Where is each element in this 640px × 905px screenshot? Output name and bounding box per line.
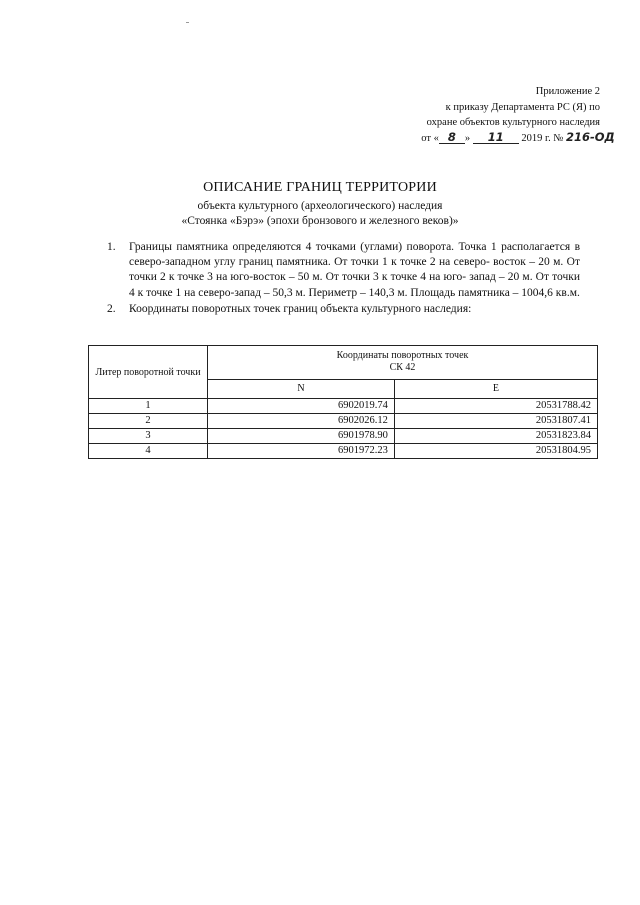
list-item-coordinates bbox=[107, 302, 580, 317]
n-cell: 6902019.74 bbox=[208, 399, 395, 414]
header-n: N bbox=[208, 379, 395, 398]
coordinates-table bbox=[88, 345, 598, 459]
handwritten-order-number: 216-ОД bbox=[566, 129, 615, 144]
list-number: 1. bbox=[107, 241, 116, 253]
document-subtitle-2: «Стоянка «Бэрэ» (эпохи бронзового и железного веков)» bbox=[181, 215, 459, 227]
table-row bbox=[89, 414, 598, 429]
list-text: Границы памятника определяются 4 точками (углами) поворота. Точка 1 располагается в северо-западном углу границ памятника. От точки 1 к точке 2 на северо- восток – 20 м. От точки 2 к точке 3 на юго-восток – 50 м. От точки 3 к точке 4 на юго- запад – 20 м. От точки 4 к точке 1 на северо-запад – 50,3 м. Периметр – 140,3 м. Площадь памятника – 1004,6 кв.м. bbox=[129, 241, 580, 299]
handwritten-month: 11 bbox=[473, 131, 519, 144]
numbered-list bbox=[107, 240, 580, 318]
list-text: Координаты поворотных точек границ объекта культурного наследия: bbox=[129, 302, 472, 315]
n-cell: 6901978.90 bbox=[208, 429, 395, 444]
e-cell: 20531823.84 bbox=[394, 429, 597, 444]
header-coordinates-line2: СК 42 bbox=[389, 362, 416, 374]
document-title: ОПИСАНИЕ ГРАНИЦ ТЕРРИТОРИИ bbox=[203, 180, 437, 195]
document-subtitle-1: объекта культурного (археологического) наследия bbox=[197, 200, 443, 212]
e-cell: 20531804.95 bbox=[394, 444, 597, 459]
list-item-boundaries bbox=[107, 240, 580, 301]
point-cell: 2 bbox=[89, 414, 208, 429]
list-number: 2. bbox=[107, 302, 116, 315]
header-coordinates-line1: Координаты поворотных точек bbox=[336, 350, 469, 362]
annex-date-line bbox=[421, 129, 615, 147]
header-litera: Литер поворотной точки bbox=[89, 346, 208, 399]
date-prefix: от « bbox=[421, 132, 439, 144]
table-row bbox=[89, 444, 598, 459]
table-row bbox=[89, 399, 598, 414]
n-cell: 6902026.12 bbox=[208, 414, 395, 429]
point-cell: 3 bbox=[89, 429, 208, 444]
table-row bbox=[89, 429, 598, 444]
header-coordinates bbox=[208, 346, 598, 380]
e-cell: 20531807.41 bbox=[394, 414, 597, 429]
annex-department-line: охране объектов культурного наследия bbox=[426, 117, 600, 128]
annex-title: Приложение 2 bbox=[535, 86, 600, 97]
annex-order-line: к приказу Департамента РС (Я) по bbox=[445, 101, 600, 113]
annex-block bbox=[421, 84, 615, 146]
handwritten-day: 8 bbox=[439, 131, 465, 144]
document-heading bbox=[0, 180, 640, 229]
point-cell: 4 bbox=[89, 444, 208, 459]
date-mid: » bbox=[464, 132, 471, 144]
n-cell: 6901972.23 bbox=[208, 444, 395, 459]
point-cell: 1 bbox=[89, 399, 208, 414]
scan-speck bbox=[186, 22, 189, 23]
date-year: 2019 г. № bbox=[521, 132, 564, 144]
e-cell: 20531788.42 bbox=[394, 399, 597, 414]
header-e: E bbox=[394, 379, 597, 398]
